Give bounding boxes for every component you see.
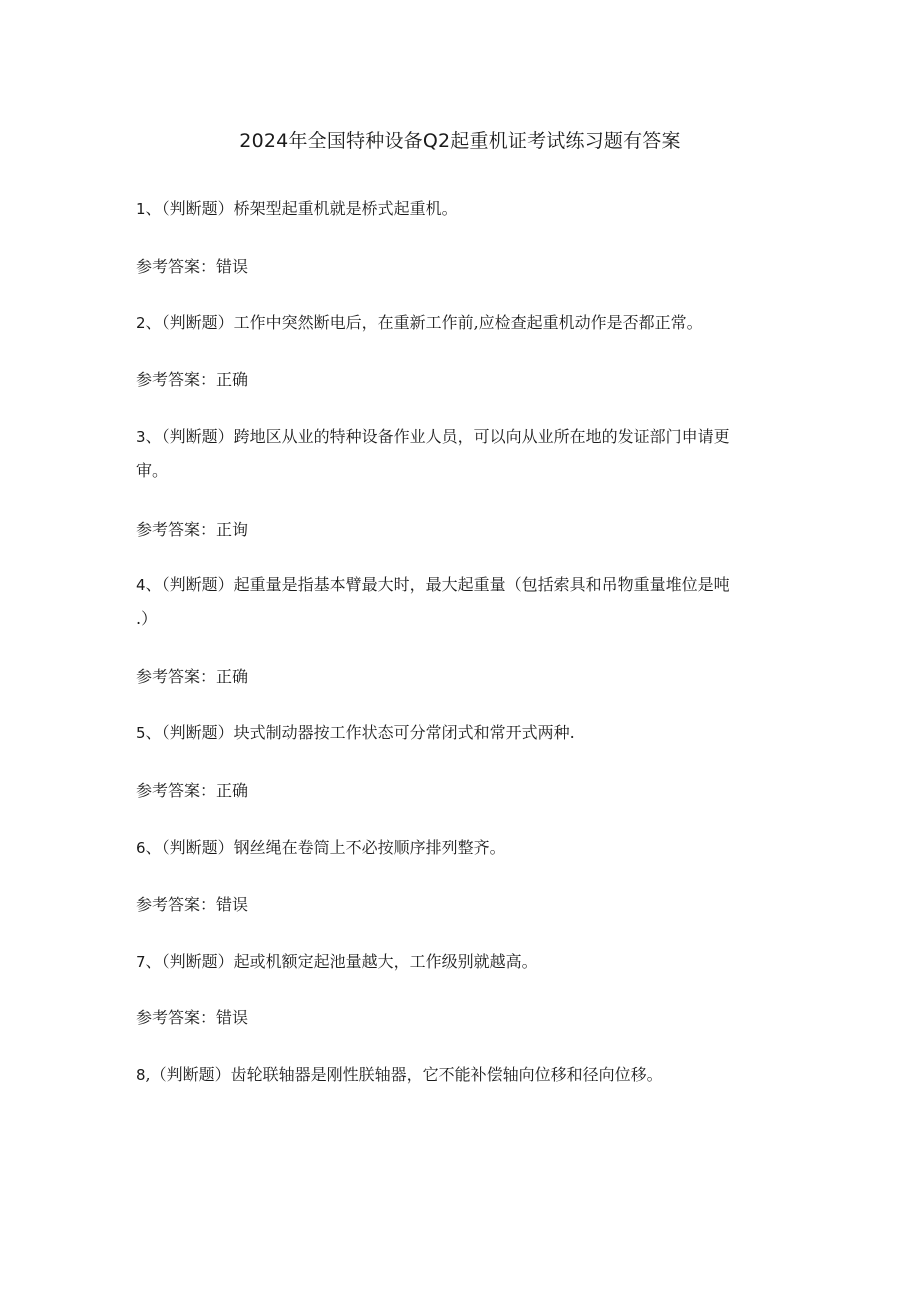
answer-7 <box>136 1004 786 1032</box>
question-2 <box>136 309 786 337</box>
question-1 <box>136 195 786 223</box>
question-8 <box>136 1061 786 1089</box>
question-number: 7 <box>136 953 146 971</box>
answer-label: 参考答案： <box>136 370 217 389</box>
question-text: （判断题）起重量是指基本臂最大时，最大起重量（包括索具和吊物重量堆位是吨 <box>161 575 730 594</box>
question-separator: 、 <box>145 427 162 446</box>
document-title: 2024年全国特种设备Q2起重机证考试练习题有答案 <box>239 130 681 152</box>
question-separator: , <box>145 1065 151 1084</box>
question-6 <box>136 834 786 862</box>
answer-label: 参考答案： <box>136 895 217 914</box>
question-text: （判断题）钢丝绳在卷筒上不必按顺序排列整齐。 <box>161 838 506 857</box>
question-text: （判断题）工作中突然断电后，在重新工作前,应检查起重机动作是否都正常。 <box>161 313 703 332</box>
question-separator: 、 <box>145 723 162 742</box>
question-text: （判断题）跨地区从业的特种设备作业人员，可以向从业所在地的发证部门申请更 <box>161 427 730 446</box>
question-separator: 、 <box>145 952 162 971</box>
question-separator: 、 <box>145 199 162 218</box>
answer-value: 错误 <box>216 257 249 276</box>
answer-value: 正确 <box>216 667 249 686</box>
answer-label: 参考答案： <box>136 257 217 276</box>
question-number: 6 <box>136 839 146 857</box>
question-3-continuation: 审。 <box>136 461 169 480</box>
answer-label: 参考答案： <box>136 520 217 539</box>
answer-value: 错误 <box>216 895 249 914</box>
question-4 <box>136 571 786 599</box>
answer-value: 正确 <box>216 370 249 389</box>
question-separator: 、 <box>145 575 162 594</box>
answer-2 <box>136 366 786 394</box>
question-7 <box>136 948 786 976</box>
answer-1 <box>136 253 786 281</box>
answer-label: 参考答案： <box>136 667 217 686</box>
question-number: 3 <box>136 428 146 446</box>
answer-label: 参考答案： <box>136 1008 217 1027</box>
answer-5 <box>136 777 786 805</box>
question-number: 4 <box>136 576 146 594</box>
answer-6 <box>136 891 786 919</box>
question-separator: 、 <box>145 313 162 332</box>
question-text: （判断题）桥架型起重机就是桥式起重机。 <box>161 199 458 218</box>
question-text: （判断题）齿轮联轴器是刚性朕轴器，它不能补偿轴向位移和径向位移。 <box>150 1065 663 1084</box>
question-number: 8 <box>136 1066 146 1084</box>
question-number: 2 <box>136 314 146 332</box>
answer-label: 参考答案： <box>136 781 217 800</box>
question-text: （判断题）块式制动器按工作状态可分常闭式和常开式两种. <box>161 723 575 742</box>
answer-value: 正询 <box>216 520 249 539</box>
question-number: 5 <box>136 724 146 742</box>
question-separator: 、 <box>145 838 162 857</box>
question-3 <box>136 423 786 451</box>
answer-value: 正确 <box>216 781 249 800</box>
question-5 <box>136 719 786 747</box>
question-text: （判断题）起或机额定起池量越大，工作级别就越高。 <box>161 952 538 971</box>
question-4-continuation: .） <box>136 609 158 628</box>
answer-3 <box>136 516 786 544</box>
answer-value: 错误 <box>216 1008 249 1027</box>
question-number: 1 <box>136 200 146 218</box>
answer-4 <box>136 663 786 691</box>
